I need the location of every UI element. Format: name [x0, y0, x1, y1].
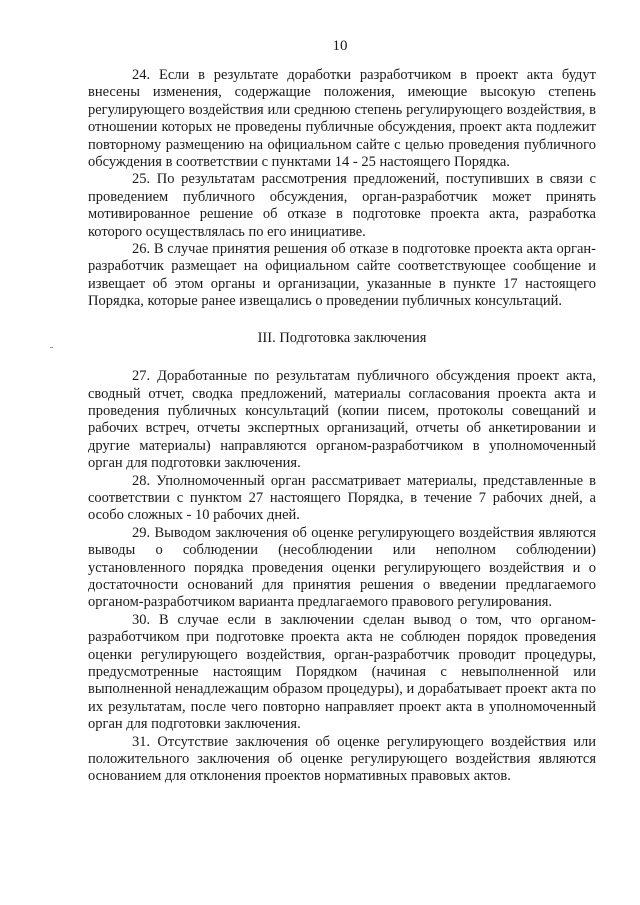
document-body: [88, 67, 596, 786]
section-heading: III. Подготовка заключения: [257, 329, 427, 346]
paragraph-26: 26. В случае принятия решения об отказе в подготовке проекта акта орган-разработчик размещает на официальном сайте соответствующее сообщение и извещает об этом органы и организации, указанные в пункте 17 настоящего Порядка, которые ранее извещались о проведении публичных консультаций.: [88, 241, 596, 310]
paragraph-31: 31. Отсутствие заключения об оценке регулирующего воздействия или положительного заключения об оценке регулирующего воздействия являются основанием для отклонения проектов нормативных правовых актов.: [88, 733, 596, 785]
paragraph-30: 30. В случае если в заключении сделан вывод о том, что органом-разработчиком при подготовке проекта акта не соблюден порядок проведения оценки регулирующего воздействия, орган-разработчик проводит процедуры, предусмотренные настоящим Порядком (начиная с невыполненной или выполненной ненадлежащим образом процедуры), и дорабатывает проект акта по их результатам, после чего повторно направляет проект акта в уполномоченный орган для подготовки заключения.: [88, 611, 596, 733]
paragraph-29: 29. Выводом заключения об оценке регулирующего воздействия являются выводы о соблюдении (несоблюдении или неполном соблюдении) установленного порядка проведения оценки регулирующего воздействия и о достаточности оснований для принятия решения о введении предлагаемого органом-разработчиком варианта предлагаемого правового регулирования.: [88, 524, 596, 611]
paragraph-24: 24. Если в результате доработки разработчиком в проект акта будут внесены изменения, содержащие положения, имеющие высокую степень регулирующего воздействия или среднюю степень регулирующего воздействия, в отношении которых не проведены публичные обсуждения, проект акта подлежит повторному размещению на официальном сайте с целью проведения публичного обсуждения в соответствии с пунктами 14 - 25 настоящего Порядка.: [88, 67, 596, 171]
paragraph-25: 25. По результатам рассмотрения предложений, поступивших в связи с проведением публичного обсуждения, орган-разработчик может принять мотивированное решение об отказе в подготовке проекта акта, разработка которого осуществлялась по его инициативе.: [88, 171, 596, 240]
paragraph-27: 27. Доработанные по результатам публичного обсуждения проект акта, сводный отчет, сводка предложений, материалы согласования проекта акта и проведения публичных консультаций (копии писем, протоколы совещаний и рабочих встреч, отчеты экспертных организаций, отчеты об анкетировании и другие материалы) направляются органом-разработчиком в уполномоченный орган для подготовки заключения.: [88, 368, 596, 472]
paragraph-28: 28. Уполномоченный орган рассматривает материалы, представленные в соответствии с пунктом 27 настоящего Порядка, в течение 7 рабочих дней, а особо сложных - 10 рабочих дней.: [88, 472, 596, 524]
page-number: 10: [332, 38, 348, 54]
margin-mark: [50, 347, 53, 348]
